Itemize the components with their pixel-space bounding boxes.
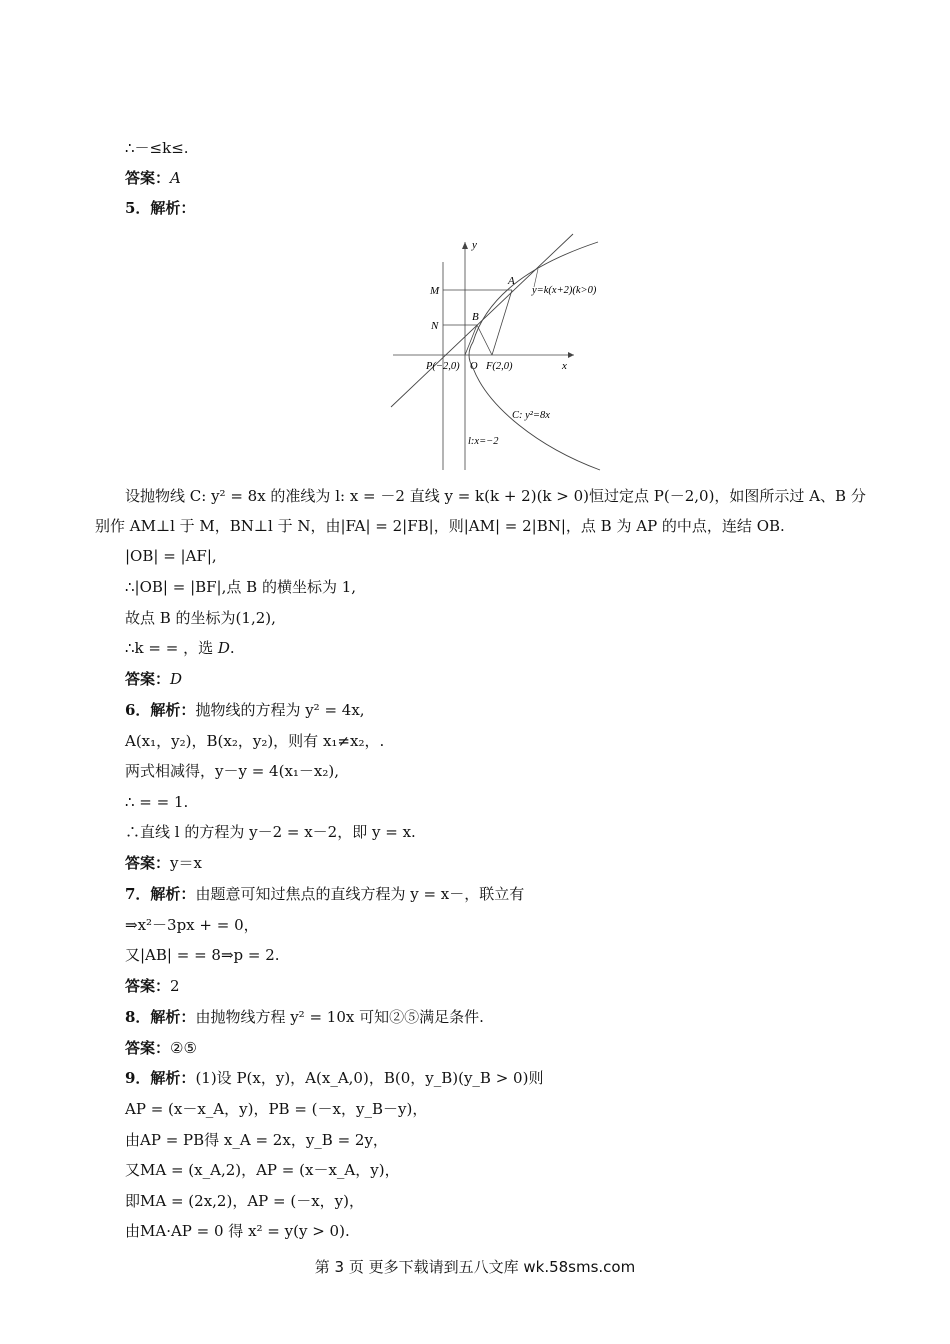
x-axis-label: x [562, 360, 567, 372]
line-8-end: . [229, 639, 235, 657]
answer-value: D [170, 670, 183, 688]
line-13: ∴ = = 1. [125, 793, 189, 811]
line-12: 两式相减得，y－y = 4(x₁－x₂), [125, 762, 340, 780]
paragraph-5: 设抛物线 C: y² = 8x 的准线为 l: x = －2 直线 y = k(k + 2)(k > 0)恒过定点 P(－2,0)，如图所示过 A、B 分别作 AM⊥l 于 M，BN⊥l 于 N，由|FA| = 2|FB|，则|AM| = 2|BN|，点 B 为 AP 的中点，连结 OB. [95, 487, 866, 535]
answer-8 [125, 1038, 197, 1058]
line-17: ⇒x²－3px + = 0， [125, 916, 259, 934]
q7-heading: 7．解析： [125, 885, 196, 903]
line-24: 由AP = PB得 x_A = 2x，y_B = 2y， [125, 1131, 388, 1149]
answer-label: 答案： [125, 977, 171, 995]
q5-heading: 5．解析： [125, 199, 196, 217]
answer-label: 答案： [125, 169, 171, 187]
answer-value: 2 [170, 977, 180, 995]
q7-line [125, 884, 524, 904]
q6-heading: 6．解析： [125, 701, 196, 719]
parabola-equation-label: C: y²=8x [512, 410, 550, 421]
line-8 [125, 638, 235, 658]
q8-heading: 8．解析： [125, 1008, 196, 1026]
line-27: 由MA·AP = 0 得 x² = y(y > 0). [125, 1222, 350, 1240]
answer-label: 答案： [125, 854, 171, 872]
q9-text: (1)设 P(x，y)，A(x_A,0)，B(0，y_B)(y_B > 0)则 [195, 1069, 544, 1087]
line-6: ∴|OB| = |BF|,点 B 的横坐标为 1, [125, 578, 357, 596]
line-equation-label: y=k(x+2)(k>0) [532, 285, 597, 296]
line-8-choice: D [217, 639, 230, 657]
line-11: A(x₁，y₂)，B(x₂，y₂)，则有 x₁≠x₂，. [125, 732, 385, 750]
answer-label: 答案： [125, 1039, 171, 1057]
page-footer: 第 3 页 更多下载请到五八文库 wk.58sms.com [314, 1258, 636, 1276]
q6-line [125, 700, 365, 720]
answer-7 [125, 976, 180, 996]
label-p: P(−2,0) [426, 361, 460, 372]
q9-line [125, 1068, 543, 1088]
label-n: N [431, 320, 439, 332]
q6-text: 抛物线的方程为 y² = 4x, [195, 701, 365, 719]
label-b: B [472, 311, 479, 323]
label-a: A [508, 275, 515, 287]
answer-6 [125, 853, 202, 873]
label-f: F(2,0) [486, 361, 513, 372]
answer-value: y＝x [170, 854, 202, 872]
q7-text: 由题意可知过焦点的直线方程为 y = x－，联立有 [195, 885, 525, 903]
line-8-text: ∴k = = ，选 [125, 639, 218, 657]
y-axis-label: y [472, 239, 477, 251]
line-14: ∴直线 l 的方程为 y－2 = x－2，即 y = x. [125, 823, 416, 841]
directrix-label: l:x=−2 [468, 436, 499, 447]
answer-label: 答案： [125, 670, 171, 688]
parabola-figure [388, 232, 618, 477]
answer-value: ②⑤ [170, 1039, 197, 1057]
line-25: 又MA = (x_A,2)，AP = (x－x_A，y)， [125, 1161, 400, 1179]
q8-text: 由抛物线方程 y² = 10x 可知②⑤满足条件. [195, 1008, 484, 1026]
answer-5 [125, 669, 182, 689]
answer-4 [125, 168, 181, 188]
line-1: ∴－≤k≤. [125, 139, 189, 157]
label-o: O [470, 361, 478, 372]
line-18: 又|AB| = = 8⇒p = 2. [125, 946, 280, 964]
line-5: |OB| = |AF|, [125, 547, 217, 565]
line-26: 即MA = (2x,2)，AP = (－x，y)， [125, 1192, 364, 1210]
line-23: AP = (x－x_A，y)，PB = (－x，y_B－y)， [125, 1100, 428, 1118]
line-7: 故点 B 的坐标为(1,2), [125, 609, 276, 627]
label-m: M [430, 285, 440, 297]
q9-heading: 9．解析： [125, 1069, 196, 1087]
q8-line [125, 1007, 484, 1027]
answer-value: A [170, 169, 181, 187]
